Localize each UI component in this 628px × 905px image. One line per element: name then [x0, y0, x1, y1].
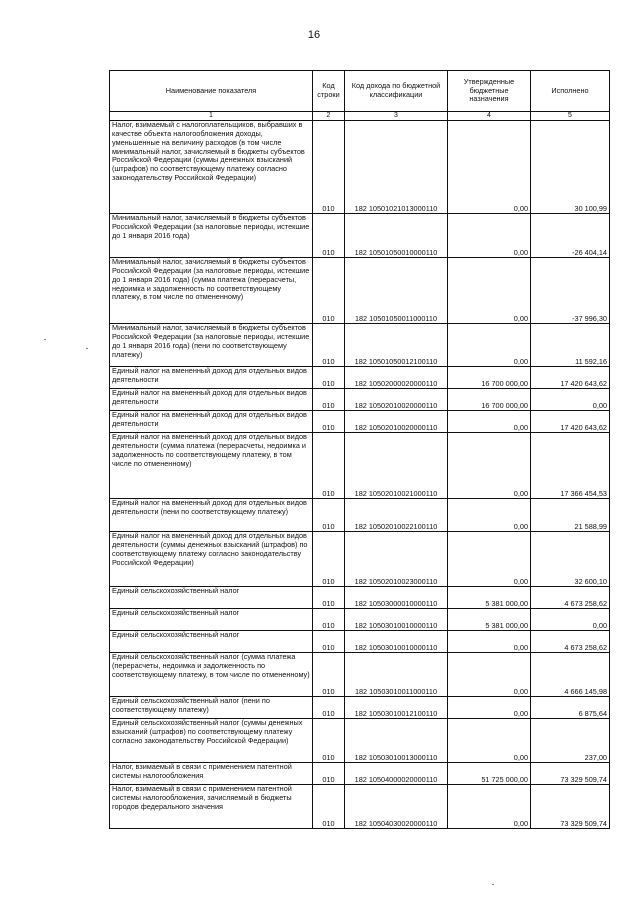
page-number: 16 — [307, 29, 321, 41]
cell-kbk: 182 10504000020000110 — [345, 763, 448, 785]
cell-name: Минимальный налог, зачисляемый в бюджеты субъектов Российской Федерации (за налоговые периоды, истекшие до 1 января 2016 года) — [110, 214, 313, 258]
cell-kbk: 182 10503010010000110 — [345, 631, 448, 653]
cell-code: 010 — [313, 653, 345, 697]
cell-done: 21 588,99 — [531, 499, 610, 532]
table-row — [110, 697, 610, 719]
table-row — [110, 411, 610, 433]
cell-name: Единый сельскохозяйственный налог — [110, 609, 313, 631]
cell-done: 6 875,64 — [531, 697, 610, 719]
cell-plan: 16 700 000,00 — [448, 367, 531, 389]
cell-kbk: 182 10503010013000110 — [345, 719, 448, 763]
cell-name: Единый налог на вмененный доход для отдельных видов деятельности (сумма платежа (перерасчеты, недоимка и задолженность по соответствующему платежу, в том числе по отмененному) — [110, 433, 313, 499]
cell-code: 010 — [313, 121, 345, 214]
cell-name: Единый налог на вмененный доход для отдельных видов деятельности — [110, 389, 313, 411]
table-row — [110, 324, 610, 367]
table-row — [110, 587, 610, 609]
cell-name: Единый налог на вмененный доход для отдельных видов деятельности (суммы денежных взысканий (штрафов) по соответствующему платежу согласно законодательству Российской Федерации) — [110, 532, 313, 587]
cell-code: 010 — [313, 499, 345, 532]
table-row — [110, 121, 610, 214]
cell-plan: 0,00 — [448, 532, 531, 587]
cell-code: 010 — [313, 214, 345, 258]
cell-name: Налог, взимаемый в связи с применением патентной системы налогообложения, зачисляемый в бюджеты городов федерального значения — [110, 785, 313, 829]
cell-code: 010 — [313, 631, 345, 653]
cell-done: 11 592,16 — [531, 324, 610, 367]
cell-kbk: 182 10502010020000110 — [345, 389, 448, 411]
column-number: 3 — [345, 112, 448, 121]
table-body — [110, 121, 610, 829]
table-row — [110, 763, 610, 785]
cell-plan: 0,00 — [448, 433, 531, 499]
cell-done: -26 404,14 — [531, 214, 610, 258]
cell-name: Единый сельскохозяйственный налог (сумма платежа (перерасчеты, недоимка и задолженность по соответствующему платежу, в том числе по отмененному) — [110, 653, 313, 697]
cell-done: 237,00 — [531, 719, 610, 763]
cell-plan: 0,00 — [448, 697, 531, 719]
cell-name: Единый налог на вмененный доход для отдельных видов деятельности — [110, 411, 313, 433]
cell-code: 010 — [313, 719, 345, 763]
column-number: 5 — [531, 112, 610, 121]
column-header-plan: Утвержденные бюджетные назначения — [448, 71, 531, 112]
cell-kbk: 182 10501050011000110 — [345, 258, 448, 324]
cell-code: 010 — [313, 324, 345, 367]
cell-done: 17 420 643,62 — [531, 411, 610, 433]
table-header-row — [110, 71, 610, 112]
cell-plan: 0,00 — [448, 499, 531, 532]
cell-kbk: 182 10502000020000110 — [345, 367, 448, 389]
cell-name: Единый сельскохозяйственный налог (суммы денежных взысканий (штрафов) по соответствующему платежу согласно законодательству Российской Федерации) — [110, 719, 313, 763]
cell-kbk: 182 10501021013000110 — [345, 121, 448, 214]
cell-kbk: 182 10502010021000110 — [345, 433, 448, 499]
cell-done: 73 329 509,74 — [531, 785, 610, 829]
cell-done: 4 666 145,98 — [531, 653, 610, 697]
cell-done: -37 996,30 — [531, 258, 610, 324]
cell-name: Минимальный налог, зачисляемый в бюджеты субъектов Российской Федерации (за налоговые периоды, истекшие до 1 января 2016 года) (пени по соответствующему платежу) — [110, 324, 313, 367]
cell-plan: 5 381 000,00 — [448, 609, 531, 631]
table-row — [110, 433, 610, 499]
cell-done: 32 600,10 — [531, 532, 610, 587]
cell-plan: 0,00 — [448, 121, 531, 214]
cell-plan: 0,00 — [448, 631, 531, 653]
cell-done: 0,00 — [531, 609, 610, 631]
cell-plan: 5 381 000,00 — [448, 587, 531, 609]
cell-code: 010 — [313, 785, 345, 829]
table-row — [110, 499, 610, 532]
cell-kbk: 182 10503010010000110 — [345, 609, 448, 631]
cell-name: Налог, взимаемый с налогоплательщиков, выбравших в качестве объекта налогообложения доходы, уменьшенные на величину расходов (в том числе минимальный налог, зачисляемый в бюджеты субъектов Российской Федерации (суммы денежных взысканий (штрафов) по соответствующему платежу согласно законодательству Российской Федерации) — [110, 121, 313, 214]
column-number: 1 — [110, 112, 313, 121]
cell-name: Единый сельскохозяйственный налог — [110, 631, 313, 653]
column-header-name: Наименование показателя — [110, 71, 313, 112]
cell-kbk: 182 10502010020000110 — [345, 411, 448, 433]
cell-kbk: 182 10503010012100110 — [345, 697, 448, 719]
cell-code: 010 — [313, 697, 345, 719]
cell-done: 17 366 454,53 — [531, 433, 610, 499]
cell-kbk: 182 10502010023000110 — [345, 532, 448, 587]
cell-kbk: 182 10502010022100110 — [345, 499, 448, 532]
cell-plan: 0,00 — [448, 785, 531, 829]
cell-done: 4 673 258,62 — [531, 587, 610, 609]
cell-plan: 0,00 — [448, 214, 531, 258]
cell-plan: 0,00 — [448, 653, 531, 697]
cell-kbk: 182 10501050010000110 — [345, 214, 448, 258]
table-row — [110, 653, 610, 697]
cell-plan: 0,00 — [448, 324, 531, 367]
cell-done: 17 420 643,62 — [531, 367, 610, 389]
cell-kbk: 182 10503000010000110 — [345, 587, 448, 609]
cell-name: Единый сельскохозяйственный налог — [110, 587, 313, 609]
revenue-table — [109, 70, 610, 829]
scan-speck — [86, 348, 88, 349]
cell-plan: 0,00 — [448, 411, 531, 433]
table-row — [110, 785, 610, 829]
cell-code: 010 — [313, 389, 345, 411]
cell-code: 010 — [313, 532, 345, 587]
cell-kbk: 182 10504030020000110 — [345, 785, 448, 829]
cell-code: 010 — [313, 411, 345, 433]
cell-plan: 16 700 000,00 — [448, 389, 531, 411]
cell-name: Единый налог на вмененный доход для отдельных видов деятельности (пени по соответствующему платежу) — [110, 499, 313, 532]
cell-done: 73 329 509,74 — [531, 763, 610, 785]
scan-speck — [44, 339, 46, 340]
table-row — [110, 258, 610, 324]
cell-name: Минимальный налог, зачисляемый в бюджеты субъектов Российской Федерации (за налоговые периоды, истекшие до 1 января 2016 года) (сумма платежа (перерасчеты, недоимка и задолженность по соответствующему платежу, в том числе по отмененному) — [110, 258, 313, 324]
cell-kbk: 182 10503010011000110 — [345, 653, 448, 697]
column-number: 4 — [448, 112, 531, 121]
cell-name: Единый налог на вмененный доход для отдельных видов деятельности — [110, 367, 313, 389]
cell-done: 30 100,99 — [531, 121, 610, 214]
table-row — [110, 609, 610, 631]
cell-code: 010 — [313, 367, 345, 389]
cell-done: 4 673 258,62 — [531, 631, 610, 653]
column-header-done: Исполнено — [531, 71, 610, 112]
cell-plan: 0,00 — [448, 258, 531, 324]
cell-code: 010 — [313, 587, 345, 609]
cell-code: 010 — [313, 609, 345, 631]
column-header-code: Код строки — [313, 71, 345, 112]
cell-done: 0,00 — [531, 389, 610, 411]
cell-name: Единый сельскохозяйственный налог (пени по соответствующему платежу) — [110, 697, 313, 719]
table-row — [110, 532, 610, 587]
table-row — [110, 214, 610, 258]
table-row — [110, 719, 610, 763]
column-number: 2 — [313, 112, 345, 121]
table-row — [110, 367, 610, 389]
cell-code: 010 — [313, 763, 345, 785]
table-row — [110, 389, 610, 411]
column-header-kbk: Код дохода по бюджетной классификации — [345, 71, 448, 112]
table-row — [110, 631, 610, 653]
cell-plan: 0,00 — [448, 719, 531, 763]
scan-speck — [492, 884, 494, 885]
cell-code: 010 — [313, 433, 345, 499]
cell-kbk: 182 10501050012100110 — [345, 324, 448, 367]
cell-code: 010 — [313, 258, 345, 324]
cell-name: Налог, взимаемый в связи с применением патентной системы налогообложения — [110, 763, 313, 785]
cell-plan: 51 725 000,00 — [448, 763, 531, 785]
